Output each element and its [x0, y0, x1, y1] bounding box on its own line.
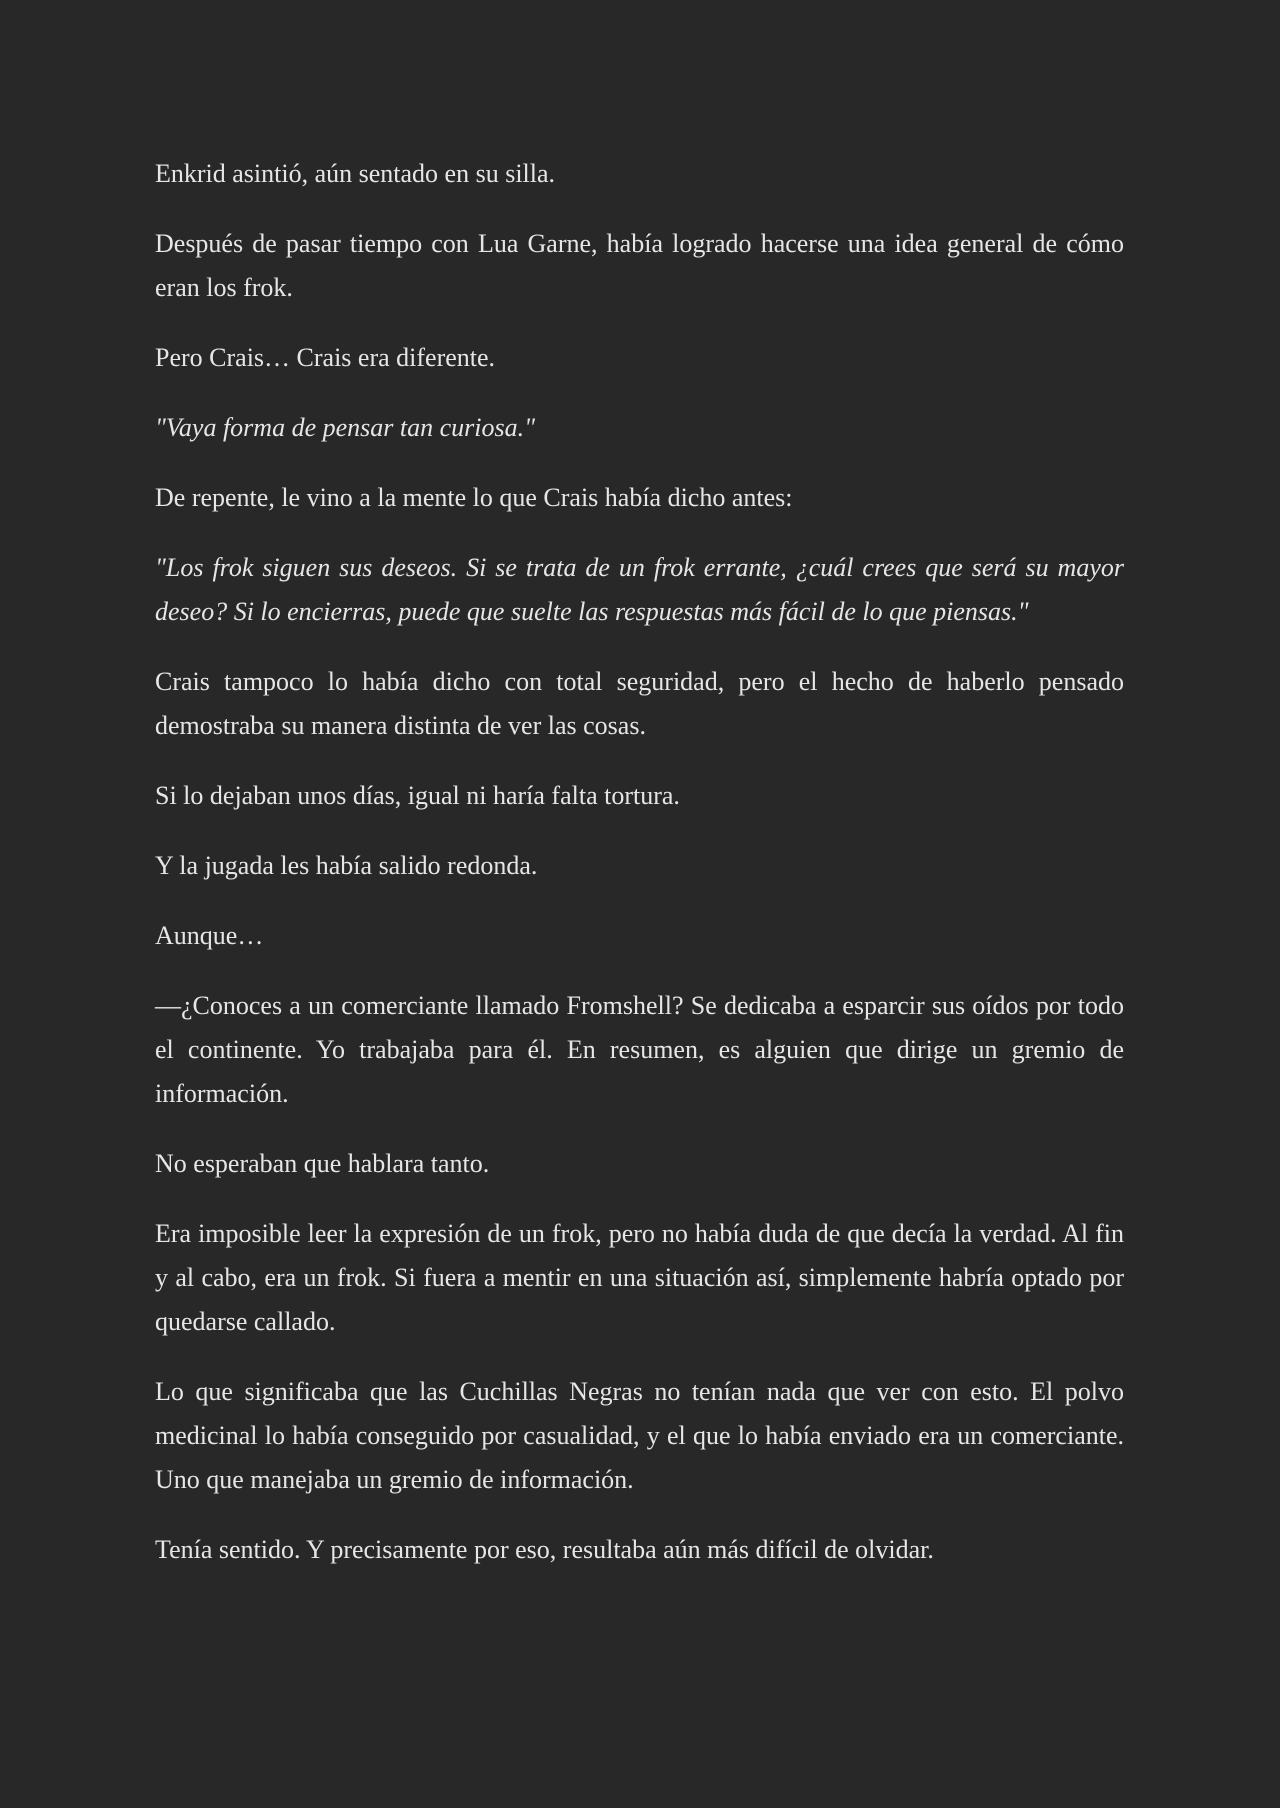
paragraph: Tenía sentido. Y precisamente por eso, resultaba aún más difícil de olvidar.	[155, 1535, 934, 1564]
paragraph: Era imposible leer la expresión de un frok, pero no había duda de que decía la verdad. Al fin y al cabo, era un frok. Si fuera a mentir en una situación así, simplemente habría optado por quedarse callado.	[155, 1219, 1124, 1336]
dialogue-paragraph: —¿Conoces a un comerciante llamado Fromshell? Se dedicaba a esparcir sus oídos por todo el continente. Yo trabajaba para él. En resumen, es alguien que dirige un gremio de información.	[155, 991, 1124, 1108]
thought-paragraph: "Vaya forma de pensar tan curiosa."	[155, 413, 536, 442]
quote-paragraph: "Los frok siguen sus deseos. Si se trata de un frok errante, ¿cuál crees que será su mayor deseo? Si lo encierras, puede que suelte las respuestas más fácil de lo que piensas."	[155, 553, 1124, 626]
chapter-text	[155, 152, 1124, 1598]
paragraph: Lo que significaba que las Cuchillas Negras no tenían nada que ver con esto. El polvo medicinal lo había conseguido por casualidad, y el que lo había enviado era un comerciante. Uno que manejaba un gremio de información.	[155, 1377, 1124, 1494]
paragraph: Después de pasar tiempo con Lua Garne, había logrado hacerse una idea general de cómo eran los frok.	[155, 229, 1124, 302]
paragraph: Pero Crais… Crais era diferente.	[155, 343, 496, 372]
paragraph: Y la jugada les había salido redonda.	[155, 851, 538, 880]
paragraph: Crais tampoco lo había dicho con total seguridad, pero el hecho de haberlo pensado demostraba su manera distinta de ver las cosas.	[155, 667, 1124, 740]
paragraph: No esperaban que hablara tanto.	[155, 1149, 490, 1178]
paragraph: Aunque…	[155, 921, 264, 950]
paragraph: Enkrid asintió, aún sentado en su silla.	[155, 159, 556, 188]
paragraph: Si lo dejaban unos días, igual ni haría falta tortura.	[155, 781, 680, 810]
paragraph: De repente, le vino a la mente lo que Crais había dicho antes:	[155, 483, 793, 512]
